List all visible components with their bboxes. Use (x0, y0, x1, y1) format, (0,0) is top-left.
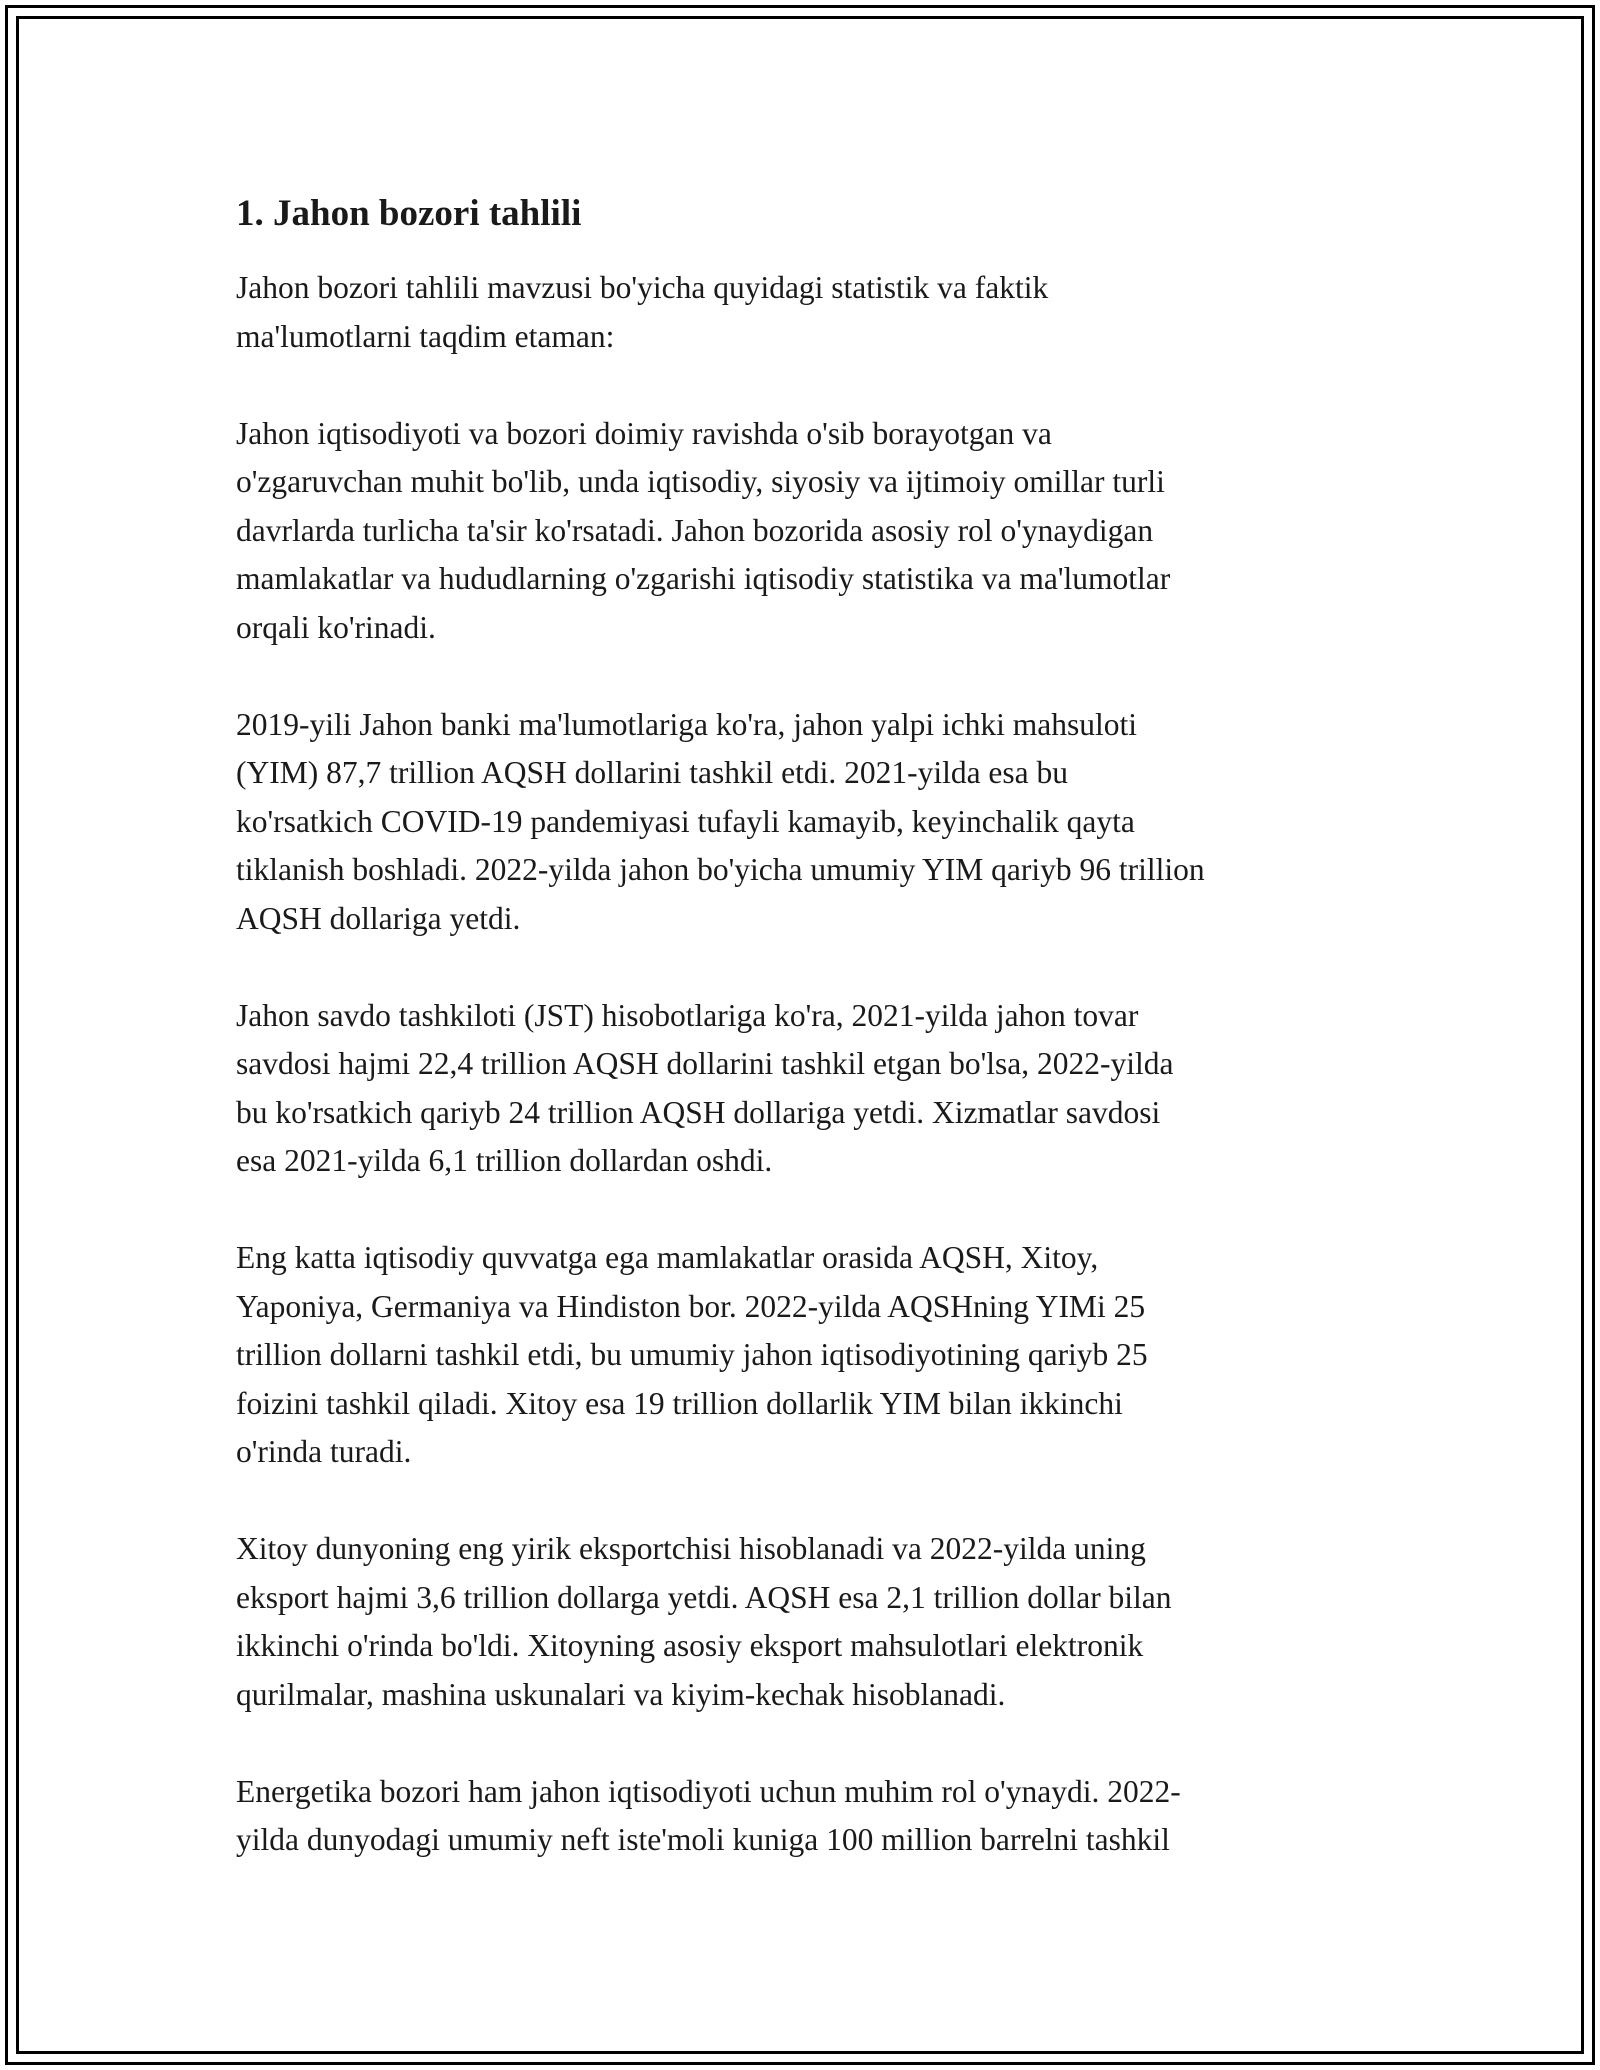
paragraph-world-trade: Jahon savdo tashkiloti (JST) hisobotlariga ko'ra, 2021-yilda jahon tovar savdosi hajmi 22,4 trillion AQSH dollarini tashkil etgan bo'lsa, 2022-yilda bu ko'rsatkich qariyb 24 trillion AQSH dollariga yetdi. Xizmatlar savdosi esa 2021-yilda 6,1 trillion dollardan oshdi. (236, 997, 1174, 1178)
paragraph-largest-economies: Eng katta iqtisodiy quvvatga ega mamlakatlar orasida AQSH, Xitoy, Yaponiya, Germaniya va Hindiston bor. 2022-yilda AQSHning YIMi 25 trillion dollarni tashkil etdi, bu umumiy jahon iqtisodiyotining qariyb 25 foizini tashkil qiladi. Xitoy esa 19 trillion dollarlik YIM bilan ikkinchi o'rinda turadi. (236, 1240, 1148, 1469)
paragraph-energy-market: Energetika bozori ham jahon iqtisodiyoti uchun muhim rol o'ynaydi. 2022- yilda dunyodagi umumiy neft iste'moli kuniga 100 million barrelni tashkil (236, 1773, 1181, 1857)
paragraph-world-economy: Jahon iqtisodiyoti va bozori doimiy ravishda o'sib borayotgan va o'zgaruvchan muhit bo'lib, unda iqtisodiy, siyosiy va ijtimoiy omillar turli davrlarda turlicha ta'sir ko'rsatadi. Jahon bozorida asosiy rol o'ynaydigan mamlakatlar va hududlarning o'zgarishi iqtisodiy statistika va ma'lumotlar orqali ko'rinadi. (236, 415, 1171, 645)
paragraph-world-gdp: 2019-yili Jahon banki ma'lumotlariga ko'ra, jahon yalpi ichki mahsuloti (YIM) 87,7 trillion AQSH dollarini tashkil etdi. 2021-yilda esa bu ko'rsatkich COVID-19 pandemiyasi tufayli kamayib, keyinchalik qayta tiklanish boshladi. 2022-yilda jahon bo'yicha umumiy YIM qariyb 96 trillion AQSH dollariga yetdi. (236, 706, 1205, 936)
document-body (236, 186, 1376, 1913)
section-heading: 1. Jahon bozori tahlili (236, 193, 582, 234)
paragraph-exporters: Xitoy dunyoning eng yirik eksportchisi hisoblanadi va 2022-yilda uning eksport hajmi 3,6 trillion dollarga yetdi. AQSH esa 2,1 trillion dollar bilan ikkinchi o'rinda bo'ldi. Xitoyning asosiy eksport mahsulotlari elektronik qurilmalar, mashina uskunalari va kiyim-kechak hisoblanadi. (236, 1531, 1172, 1712)
paragraph-intro: Jahon bozori tahlili mavzusi bo'yicha quyidagi statistik va faktik ma'lumotlarni taqdim etaman: (236, 270, 1049, 354)
